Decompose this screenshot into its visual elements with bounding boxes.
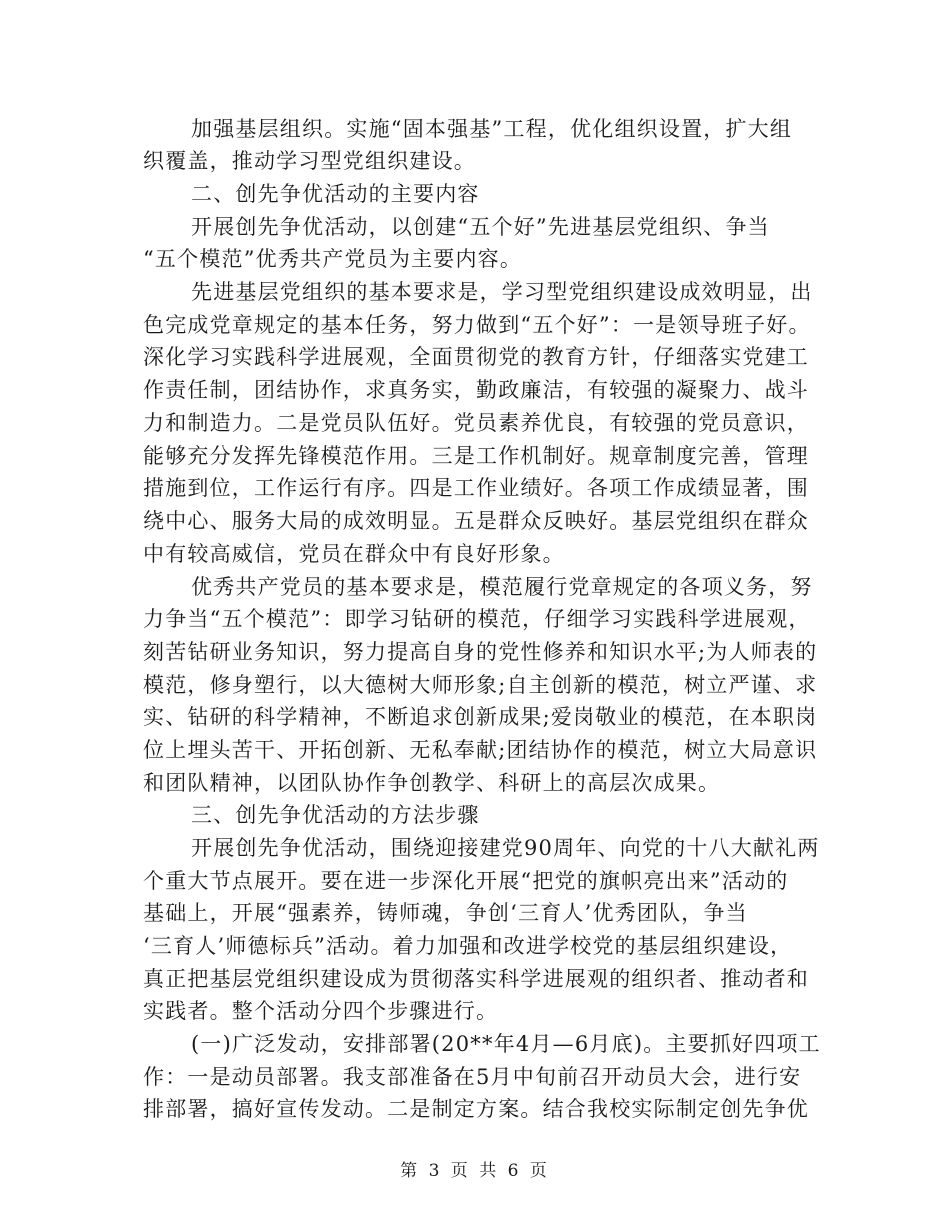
- paragraph-line: 模范，修身塑行，以大德树大师形象;自主创新的模范，树立严谨、求: [143, 673, 818, 697]
- paragraph-line: 织覆盖，推动学习型党组织建设。: [143, 149, 476, 173]
- paragraph-line: 开展创先争优活动，以创建“五个好”先进基层党组织、争当: [191, 215, 770, 239]
- paragraph-line: 刻苦钻研业务知识，努力提高自身的党性修养和知识水平;为人师表的: [143, 640, 818, 664]
- paragraph-line: 实践者。整个活动分四个步骤进行。: [143, 999, 499, 1023]
- paragraph-line: 实、钻研的科学精神，不断追求创新成果;爱岗敬业的模范，在本职岗: [143, 705, 818, 729]
- paragraph-line: 二、创先争优活动的主要内容: [191, 182, 480, 206]
- paragraph-line: 中有较高威信，党员在群众中有良好形象。: [143, 542, 565, 566]
- paragraph-line: ‘三育人’师德标兵”活动。着力加强和改进学校党的基层组织建设，: [143, 934, 793, 958]
- paragraph-line: 能够充分发挥先锋模范作用。三是工作机制好。规章制度完善，管理: [143, 444, 809, 468]
- paragraph-line: “五个模范”优秀共产党员为主要内容。: [143, 247, 523, 271]
- paragraph-line: 三、创先争优活动的方法步骤: [191, 803, 480, 827]
- paragraph-line: 优秀共产党员的基本要求是，模范履行党章规定的各项义务，努: [191, 575, 813, 599]
- paragraph-line: 加强基层组织。实施“固本强基”工程，优化组织设置，扩大组: [191, 117, 793, 141]
- paragraph-line: (一)广泛发动，安排部署(20**年4月—6月底)。主要抓好四项工: [191, 1032, 821, 1056]
- page-footer: 第 3 页 共 6 页: [400, 1161, 550, 1181]
- paragraph-line: 作：一是动员部署。我支部准备在5月中旬前召开动员大会，进行安: [143, 1065, 802, 1089]
- paragraph-line: 位上埋头苦干、开拓创新、无私奉献;团结协作的模范，树立大局意识: [143, 738, 818, 762]
- paragraph-line: 基础上，开展“强素养，铸师魂，争创‘三育人’优秀团队，争当: [143, 901, 748, 925]
- paragraph-line: 个重大节点展开。要在进一步深化开展“把党的旗帜亮出来”活动的: [143, 869, 789, 893]
- paragraph-line: 先进基层党组织的基本要求是，学习型党组织建设成效明显，出: [191, 280, 813, 304]
- paragraph-line: 措施到位，工作运行有序。四是工作业绩好。各项工作成绩显著，围: [143, 476, 809, 500]
- paragraph-line: 排部署，搞好宣传发动。二是制定方案。结合我校实际制定创先争优: [143, 1097, 809, 1121]
- paragraph-line: 力和制造力。二是党员队伍好。党员素养优良，有较强的党员意识，: [143, 411, 809, 435]
- paragraph-line: 开展创先争优活动，围绕迎接建党90周年、向党的十八大献礼两: [191, 836, 820, 860]
- paragraph-line: 绕中心、服务大局的成效明显。五是群众反映好。基层党组织在群众: [143, 509, 809, 533]
- paragraph-line: 深化学习实践科学进展观，全面贯彻党的教育方针，仔细落实党建工: [143, 345, 809, 369]
- paragraph-line: 色完成党章规定的基本任务，努力做到“五个好”：一是领导班子好。: [143, 313, 811, 337]
- paragraph-line: 和团队精神，以团队协作争创教学、科研上的高层次成果。: [143, 771, 721, 795]
- paragraph-line: 真正把基层党组织建设成为贯彻落实科学进展观的组织者、推动者和: [143, 967, 809, 991]
- paragraph-line: 力争当“五个模范”：即学习钻研的模范，仔细学习实践科学进展观，: [143, 607, 811, 631]
- paragraph-line: 作责任制，团结协作，求真务实，勤政廉洁，有较强的凝聚力、战斗: [143, 378, 809, 402]
